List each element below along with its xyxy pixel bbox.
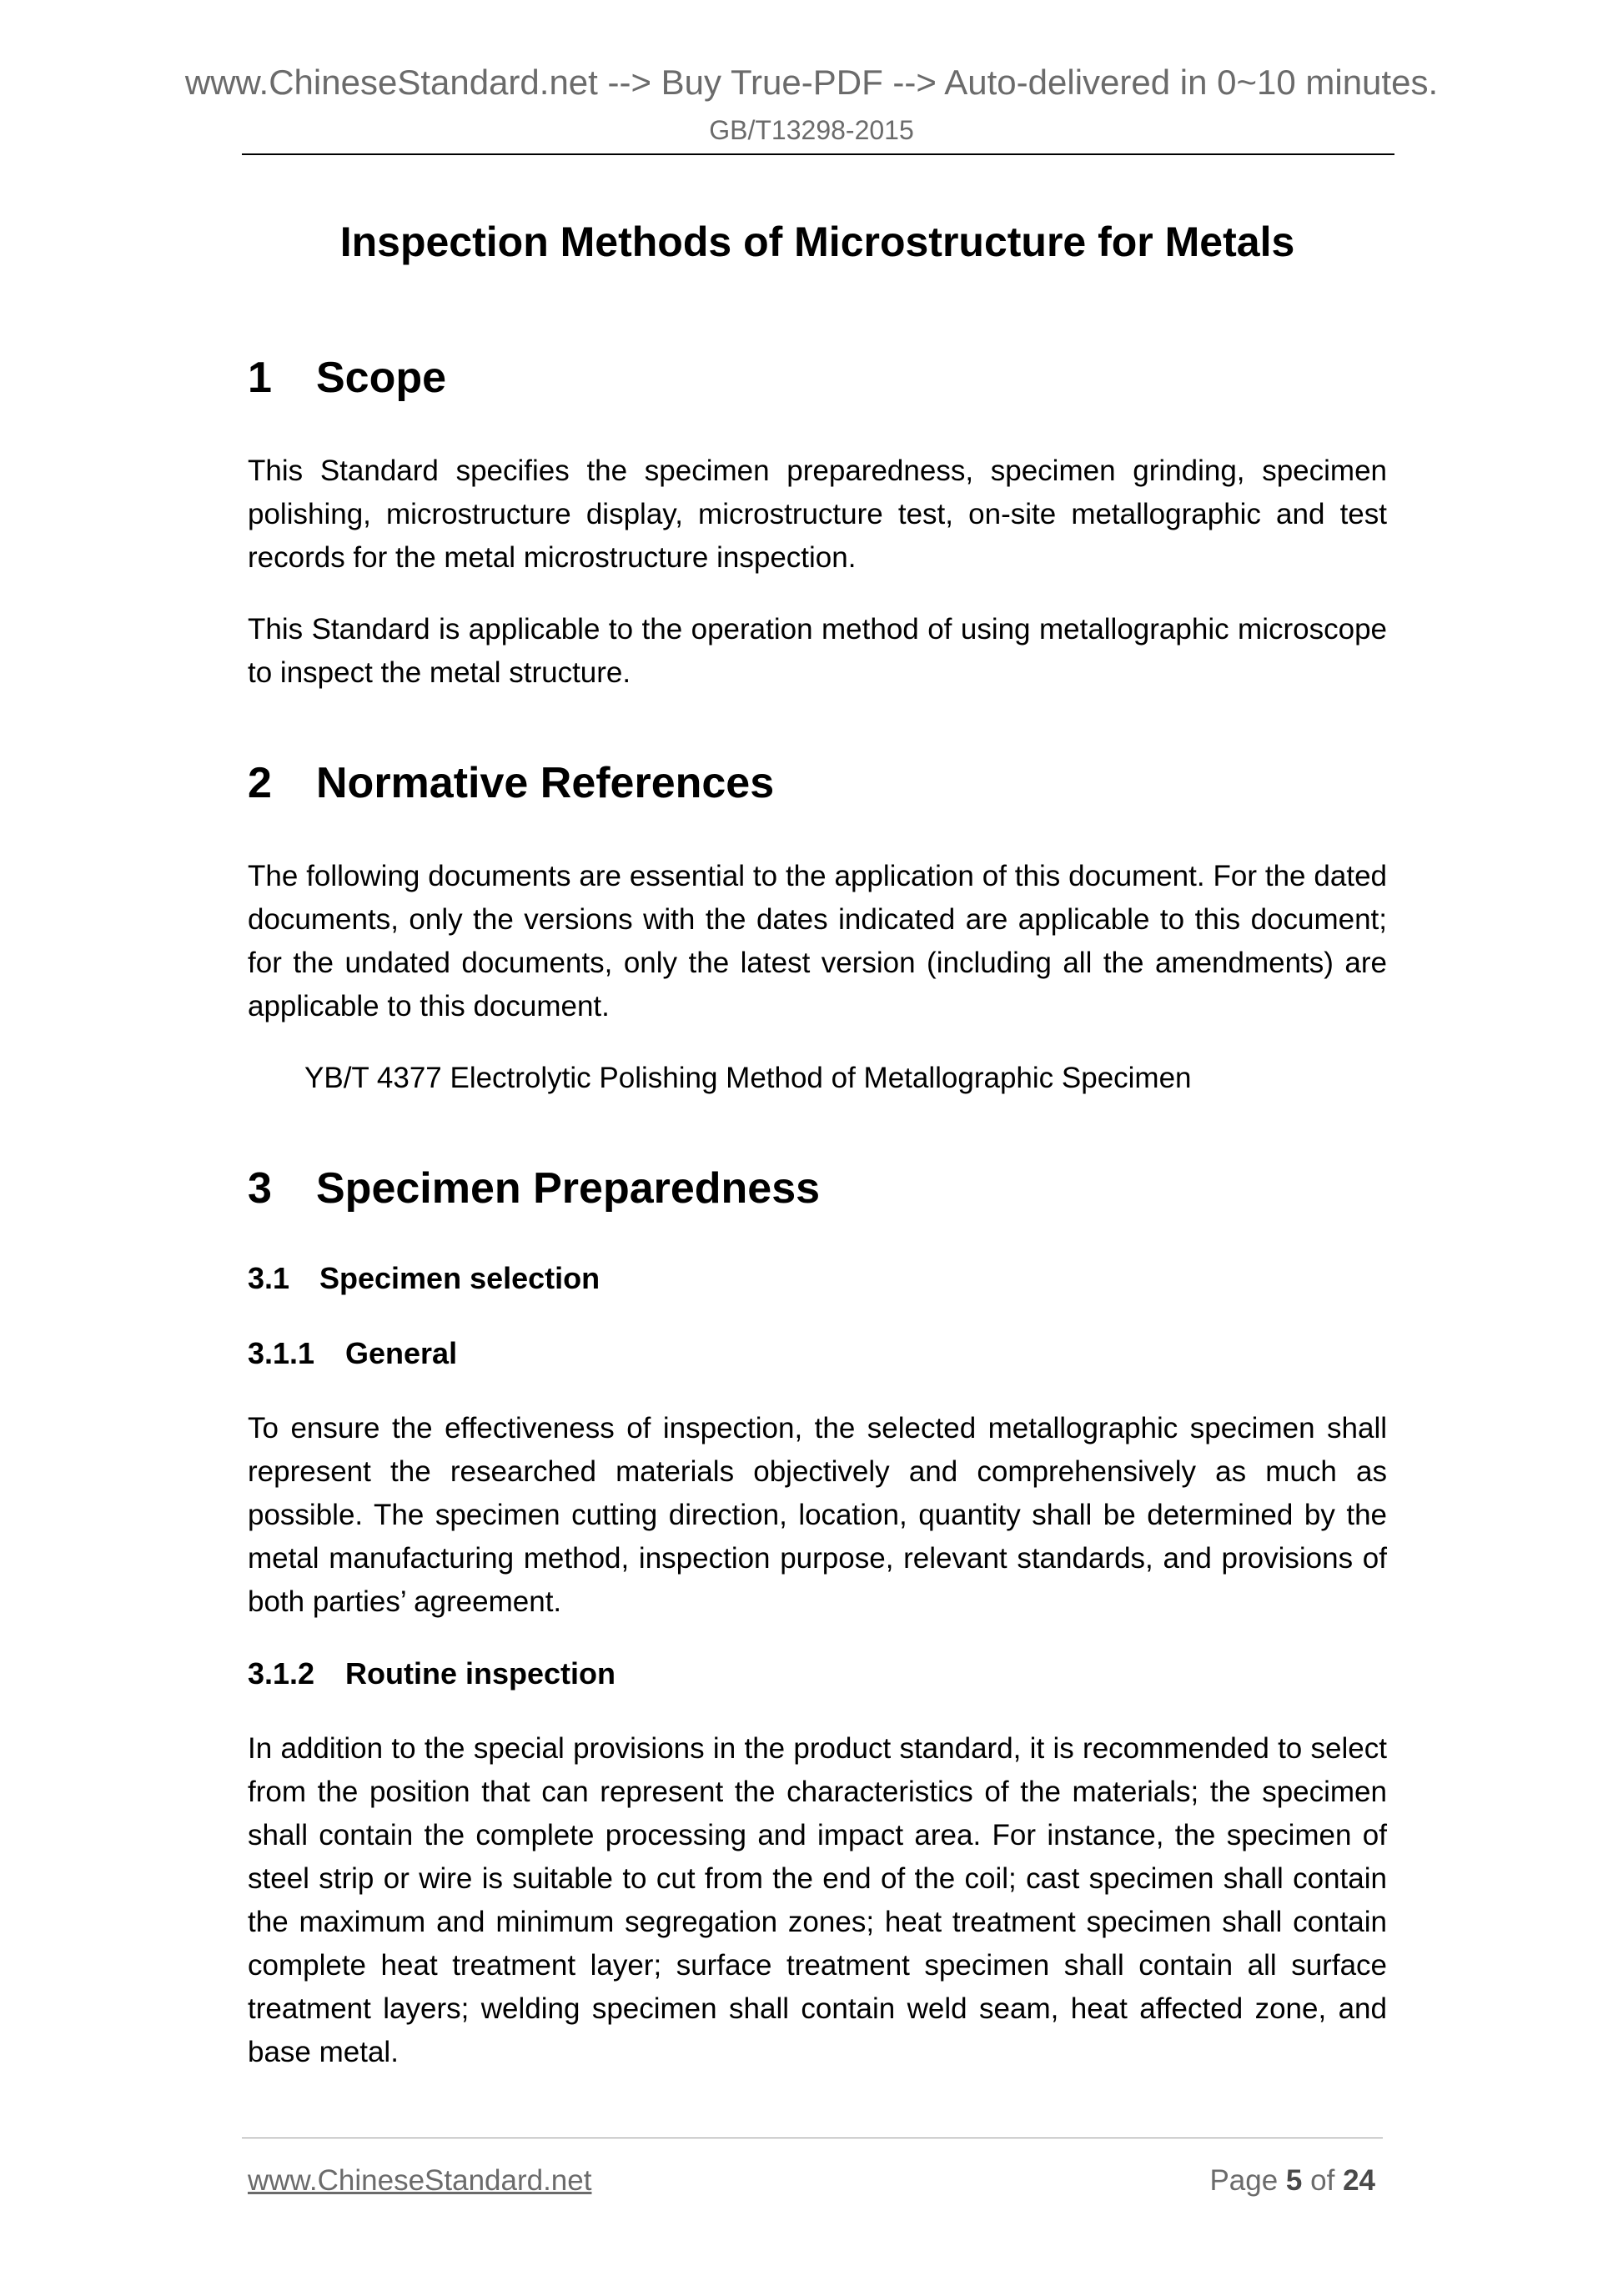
section-title: Specimen Preparedness <box>316 1164 821 1213</box>
section-3-1-heading <box>248 1257 1387 1300</box>
section-3-1-2-heading <box>248 1652 1387 1696</box>
page-content <box>248 213 1387 2074</box>
header-divider <box>242 153 1394 155</box>
references-paragraph: The following documents are essential to the application of this document. For the dated documents, only the versions with the dates indicated are applicable to this document; for the undated documents, only the latest version (including all the amendments) are applicable to this document. <box>248 860 1387 1022</box>
section-number: 3.1.1 <box>248 1336 315 1370</box>
page-title: Inspection Methods of Microstructure for Metals <box>339 219 1295 265</box>
general-paragraph: To ensure the effectiveness of inspection, the selected metallographic specimen shall represent the researched materials objectively and comprehensively as much as possible. The specimen cutting direction, location, quantity shall be determined by the metal manufacturing method, inspection purpose, relevant standards, and provisions of both parties’ agreement. <box>248 1412 1387 1618</box>
scope-paragraph-1: This Standard specifies the specimen preparedness, specimen grinding, specimen polishing, microstructure display, microstructure test, on-site metallographic and test records for the metal microstructure inspection. <box>248 455 1387 574</box>
page-label: Page <box>1209 2164 1279 2197</box>
section-number: 3 <box>248 1164 272 1213</box>
section-title: Scope <box>316 354 447 402</box>
page-of: of <box>1310 2164 1335 2197</box>
routine-inspection-paragraph: In addition to the special provisions in the product standard, it is recommended to select from the position that can represent the characteristics of the materials; the specimen shall contain the complete processing and impact area. For instance, the specimen of steel strip or wire is suitable to cut from the end of the coil; cast specimen shall contain the maximum and minimum segregation zones; heat treatment specimen shall contain complete heat treatment layer; surface treatment specimen shall contain all surface treatment layers; welding specimen shall contain weld seam, heat affected zone, and base metal. <box>248 1732 1387 2068</box>
page-number <box>1209 2166 1375 2195</box>
section-number: 3.1 <box>248 1261 290 1295</box>
section-title: Routine inspection <box>345 1656 616 1691</box>
section-title: General <box>345 1336 458 1370</box>
reference-item: YB/T 4377 Electrolytic Polishing Method of Metallographic Specimen <box>304 1062 1192 1094</box>
section-number: 2 <box>248 759 272 807</box>
section-3-1-1-heading <box>248 1332 1387 1375</box>
footer-link[interactable]: www.ChineseStandard.net <box>248 2164 592 2197</box>
section-title: Specimen selection <box>319 1261 600 1295</box>
header-banner: www.ChineseStandard.net --> Buy True-PDF --> Auto-delivered in 0~10 minutes. <box>184 63 1439 102</box>
document-id: GB/T13298-2015 <box>709 115 914 145</box>
page-current: 5 <box>1285 2164 1303 2197</box>
section-3-heading <box>248 1163 1387 1213</box>
page-total: 24 <box>1343 2164 1375 2197</box>
section-title: Normative References <box>316 759 775 807</box>
section-number: 1 <box>248 354 272 402</box>
section-number: 3.1.2 <box>248 1656 315 1691</box>
scope-paragraph-2: This Standard is applicable to the operation method of using metallographic microscope to inspect the metal structure. <box>248 613 1387 689</box>
section-1-heading <box>248 353 1387 403</box>
section-2-heading <box>248 758 1387 808</box>
